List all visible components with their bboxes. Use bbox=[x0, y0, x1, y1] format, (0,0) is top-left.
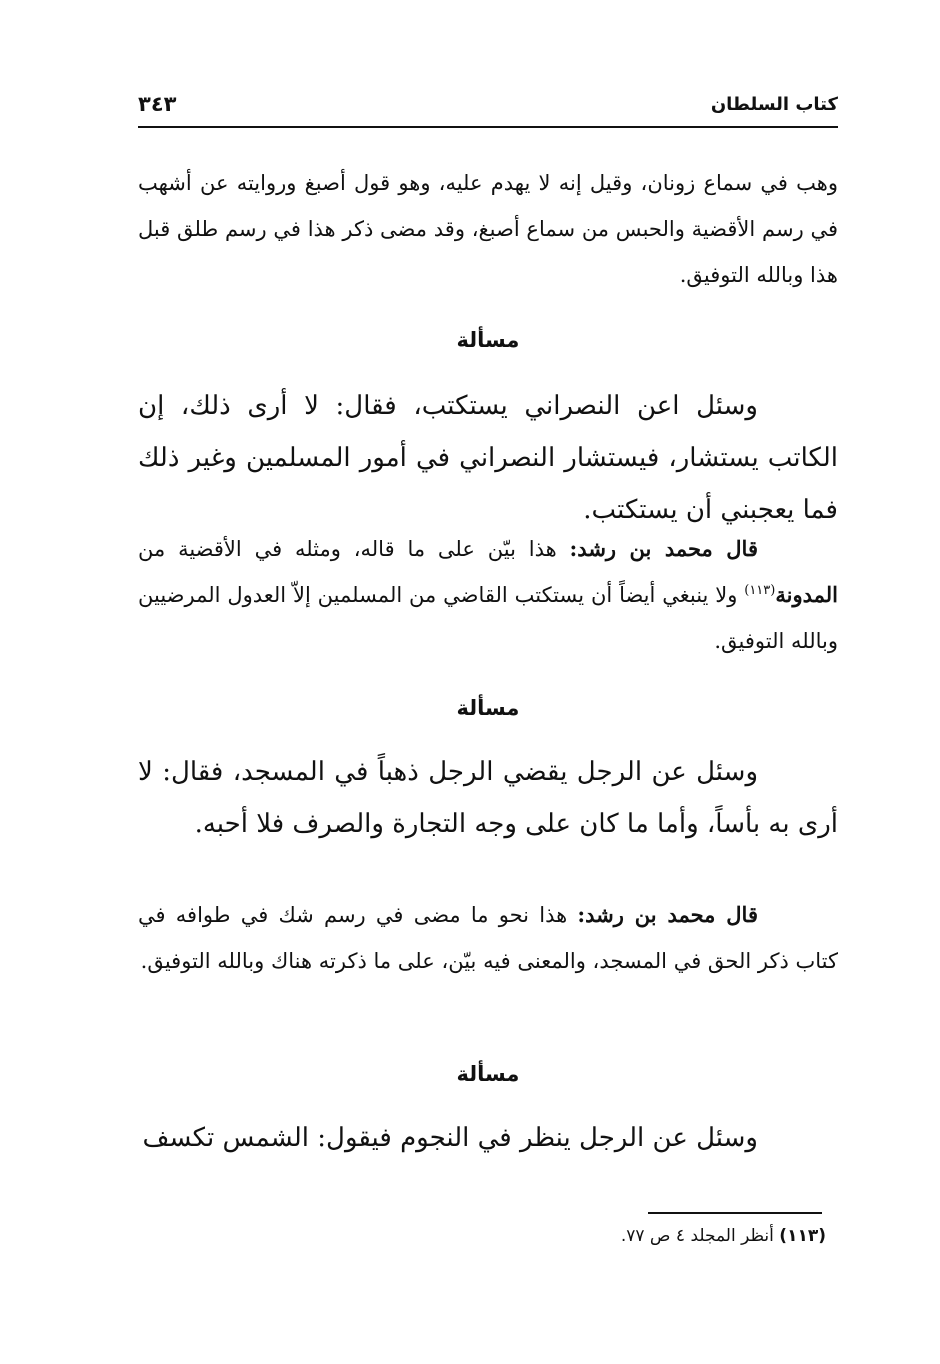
continuation-paragraph: وهب في سماع زونان، وقيل إنه لا يهدم عليه، وهو قول أصبغ وروايته عن أشهب في رسم الأقضية والحبس من سماع أصبغ، وقد مضى ذكر هذا في رسم طلق قبل هذا وبالله التوفيق. bbox=[138, 171, 838, 287]
footnote-separator bbox=[648, 1212, 822, 1214]
running-title: كتاب السلطان bbox=[710, 94, 838, 115]
commentary-text-2: هذا نحو ما مضى في رسم شك في طوافه في كتاب ذكر الحق في المسجد، والمعنى فيه بيّن، على ما ذكرته هناك وبالله التوفيق. bbox=[138, 903, 838, 973]
book-title-mudawwana: المدونة bbox=[775, 582, 838, 607]
commentary-paragraph-2 bbox=[138, 892, 838, 984]
section-heading-2: مسألة bbox=[456, 696, 520, 720]
commentary-text-1b: ولا ينبغي أيضاً أن يستكتب القاضي من المسلمين إلاّ العدول المرضيين وبالله التوفيق. bbox=[138, 583, 838, 653]
footnote-reference[interactable]: (١١٣) bbox=[744, 583, 776, 598]
question-paragraph-1: وسئل اعن النصراني يستكتب، فقال: لا أرى ذلك، إن الكاتب يستشار، فيستشار النصراني في أمور المسلمين وغير ذلك فما يعجبني أن يستكتب. bbox=[138, 391, 838, 525]
footnote-text: أنظر المجلد ٤ ص ٧٧. bbox=[620, 1226, 780, 1246]
page-number: ٣٤٣ bbox=[138, 92, 177, 116]
footnote bbox=[400, 1226, 826, 1246]
footnote-number: (١١٣) bbox=[779, 1226, 826, 1246]
question-paragraph-3: وسئل عن الرجل ينظر في النجوم فيقول: الشمس تكسف bbox=[142, 1123, 758, 1153]
page-header bbox=[138, 90, 838, 128]
section-heading-1: مسألة bbox=[456, 328, 520, 352]
section-heading-3: مسألة bbox=[456, 1062, 520, 1086]
commentary-paragraph-1 bbox=[138, 526, 838, 664]
commentary-speaker-2: قال محمد بن رشد: bbox=[577, 902, 758, 927]
commentary-text-1a: هذا بيّن على ما قاله، ومثله في الأقضية من bbox=[138, 537, 570, 561]
question-paragraph-2: وسئل عن الرجل يقضي الرجل ذهباً في المسجد، فقال: لا أرى به بأساً، وأما ما كان على وجه التجارة والصرف فلا أحبه. bbox=[138, 757, 838, 839]
commentary-speaker-1: قال محمد بن رشد: bbox=[569, 536, 758, 561]
